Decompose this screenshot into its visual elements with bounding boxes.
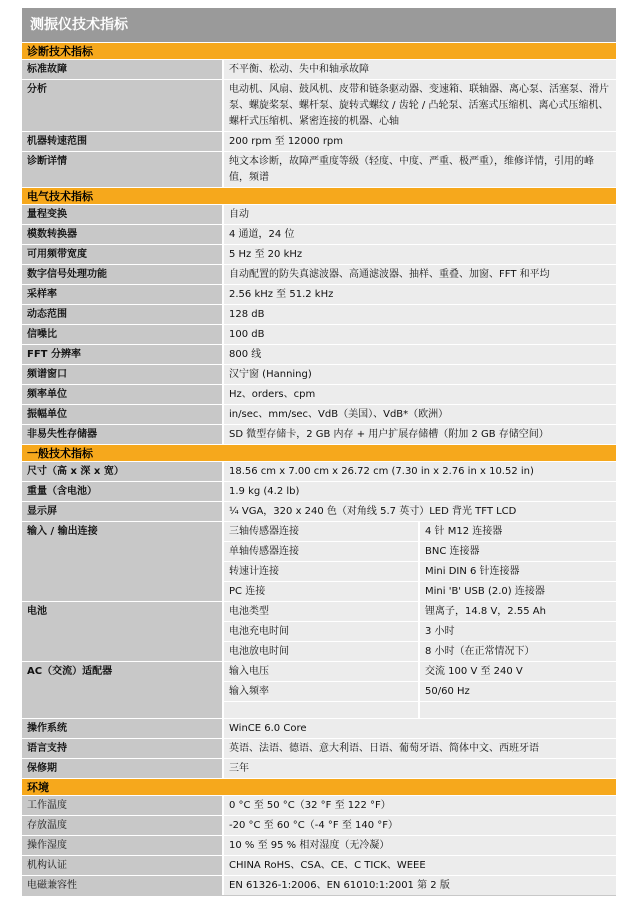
sub-label: 电池类型 [223,602,419,622]
table-row [22,205,616,225]
sub-value: Mini 'B' USB (2.0) 连接器 [419,582,616,602]
row-label: 采样率 [22,285,223,305]
row-value: 英语、法语、德语、意大利语、日语、葡萄牙语、简体中文、西班牙语 [223,739,616,759]
row-label: 数字信号处理功能 [22,265,223,285]
section-heading-environment: 环境 [22,778,616,795]
row-value: 1.9 kg (4.2 lb) [223,482,616,502]
sub-value: 50/60 Hz [419,682,616,702]
row-label: FFT 分辨率 [22,345,223,365]
table-row [22,60,616,80]
spec-sheet [22,8,616,896]
row-label: 频率单位 [22,385,223,405]
row-value: 200 rpm 至 12000 rpm [223,132,616,152]
diagnostics-table [22,59,616,187]
general-table [22,461,616,778]
section-heading-electrical: 电气技术指标 [22,187,616,204]
row-value: 5 Hz 至 20 kHz [223,245,616,265]
table-row [22,816,616,836]
sub-label: 输入频率 [223,682,419,702]
row-value: ¼ VGA，320 x 240 色（对角线 5.7 英寸）LED 背光 TFT LCD [223,502,616,522]
row-label: 重量（含电池） [22,482,223,502]
table-row [22,662,616,682]
sub-label: 单轴传感器连接 [223,542,419,562]
row-value: -20 °C 至 60 °C（-4 °F 至 140 °F） [223,816,616,836]
row-label: 操作系统 [22,719,223,739]
row-value: 自动配置的防失真滤波器、高通滤波器、抽样、重叠、加窗、FFT 和平均 [223,265,616,285]
empty-cell [223,702,419,719]
row-label: 动态范围 [22,305,223,325]
table-row [22,365,616,385]
table-row [22,80,616,132]
row-value: 纯文本诊断，故障严重度等级（轻度、中度、严重、极严重），维修详情，引用的峰值，频谱 [223,152,616,188]
row-label: 电磁兼容性 [22,876,223,896]
table-row [22,385,616,405]
table-row [22,132,616,152]
empty-cell [419,702,616,719]
table-row [22,739,616,759]
row-value: 自动 [223,205,616,225]
row-label: 频谱窗口 [22,365,223,385]
row-value: Hz、orders、cpm [223,385,616,405]
row-label: 机构认证 [22,856,223,876]
sub-label: 电池充电时间 [223,622,419,642]
row-label: 尺寸（高 x 深 x 宽） [22,462,223,482]
sub-value: 4 针 M12 连接器 [419,522,616,542]
row-value: SD 微型存储卡，2 GB 内存 + 用户扩展存储槽（附加 2 GB 存储空间） [223,425,616,445]
table-row [22,405,616,425]
table-row [22,759,616,779]
row-label: 输入 / 输出连接 [22,522,223,602]
row-value: 0 °C 至 50 °C（32 °F 至 122 °F） [223,796,616,816]
table-row [22,522,616,542]
row-label: 信噪比 [22,325,223,345]
sub-value: Mini DIN 6 针连接器 [419,562,616,582]
table-row [22,719,616,739]
sub-value: BNC 连接器 [419,542,616,562]
row-label: 模数转换器 [22,225,223,245]
row-value: 汉宁窗 (Hanning) [223,365,616,385]
row-value: CHINA RoHS、CSA、CE、C TICK、WEEE [223,856,616,876]
row-label: 语言支持 [22,739,223,759]
sub-value: 8 小时（在正常情况下） [419,642,616,662]
row-value: 18.56 cm x 7.00 cm x 26.72 cm (7.30 in x 2.76 in x 10.52 in) [223,462,616,482]
table-row [22,345,616,365]
table-row [22,425,616,445]
table-row [22,285,616,305]
sub-label: 输入电压 [223,662,419,682]
table-row [22,876,616,896]
row-label: 振幅单位 [22,405,223,425]
table-row [22,836,616,856]
row-value: 100 dB [223,325,616,345]
row-value: 10 % 至 95 % 相对湿度（无冷凝） [223,836,616,856]
table-row [22,502,616,522]
row-value: EN 61326-1:2006、EN 61010:1:2001 第 2 版 [223,876,616,896]
electrical-table [22,204,616,444]
section-heading-general: 一般技术指标 [22,444,616,461]
sub-value: 锂离子，14.8 V，2.55 Ah [419,602,616,622]
sub-value: 交流 100 V 至 240 V [419,662,616,682]
row-value: in/sec、mm/sec、VdB（美国）、VdB*（欧洲） [223,405,616,425]
row-value: 800 线 [223,345,616,365]
sub-value: 3 小时 [419,622,616,642]
row-label: 操作湿度 [22,836,223,856]
row-label: 可用频带宽度 [22,245,223,265]
page-title: 测振仪技术指标 [22,8,616,42]
table-bottom-rule [22,895,616,896]
row-value: 4 通道，24 位 [223,225,616,245]
sub-label: PC 连接 [223,582,419,602]
table-row [22,462,616,482]
row-label: 分析 [22,80,223,132]
table-row [22,796,616,816]
sub-label: 转速计连接 [223,562,419,582]
row-label: 机器转速范围 [22,132,223,152]
table-row [22,482,616,502]
row-value: WinCE 6.0 Core [223,719,616,739]
table-row [22,602,616,622]
row-label: 诊断详情 [22,152,223,188]
table-row [22,225,616,245]
row-value: 不平衡、松动、失中和轴承故障 [223,60,616,80]
row-value: 电动机、风扇、鼓风机、皮带和链条驱动器、变速箱、联轴器、离心泵、活塞泵、滑片泵、螺旋桨泵、螺杆泵、旋转式螺纹 / 齿轮 / 凸轮泵、活塞式压缩机、离心式压缩机、螺杆式压缩机、紧密连接的机器、心轴 [223,80,616,132]
row-label: 保修期 [22,759,223,779]
row-label: AC（交流）适配器 [22,662,223,719]
row-value: 128 dB [223,305,616,325]
row-label: 标准故障 [22,60,223,80]
table-row [22,856,616,876]
row-label: 显示屏 [22,502,223,522]
row-value: 2.56 kHz 至 51.2 kHz [223,285,616,305]
table-row [22,152,616,188]
row-label: 非易失性存储器 [22,425,223,445]
section-heading-diagnostics: 诊断技术指标 [22,42,616,59]
environment-table [22,795,616,895]
sub-label: 三轴传感器连接 [223,522,419,542]
table-row [22,245,616,265]
row-label: 存放温度 [22,816,223,836]
row-label: 电池 [22,602,223,662]
row-label: 工作温度 [22,796,223,816]
row-value: 三年 [223,759,616,779]
table-row [22,305,616,325]
table-row [22,265,616,285]
row-label: 量程变换 [22,205,223,225]
sub-label: 电池放电时间 [223,642,419,662]
table-row [22,325,616,345]
